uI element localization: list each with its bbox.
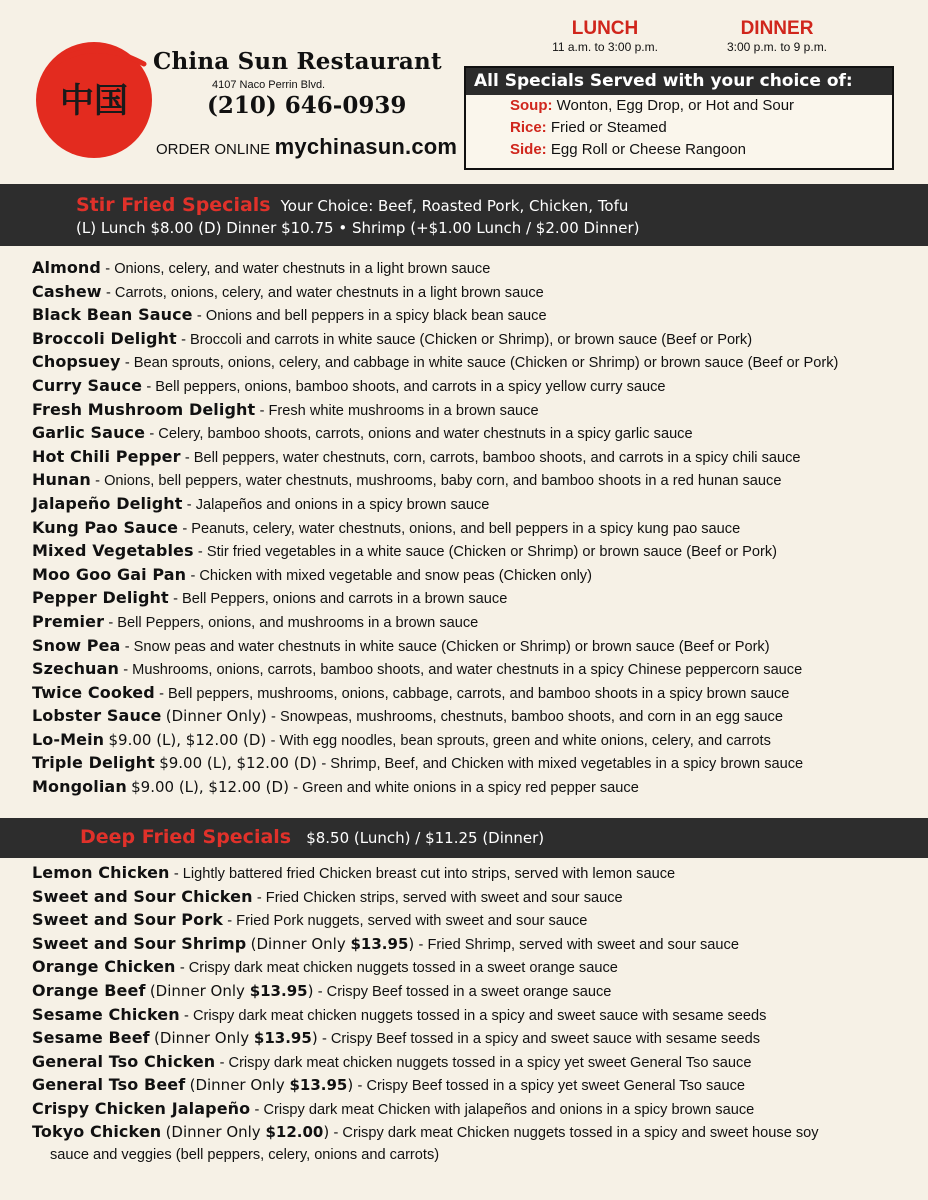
stir-fried-header (0, 184, 928, 246)
menu-item-note-pre: (Dinner Only (189, 1076, 290, 1095)
menu-item-name: Curry Sauce (32, 375, 143, 395)
menu-item-desc: - Peanuts, celery, water chestnuts, onions, and bell peppers in a spicy kung pao sauce (182, 520, 741, 537)
menu-item (32, 516, 912, 540)
menu-item-name: Hunan (32, 470, 91, 490)
menu-item (32, 932, 912, 956)
menu-item (32, 728, 912, 752)
menu-item-desc: - Onions, bell peppers, water chestnuts, mushrooms, baby corn, and bamboo shoots in a red hunan sauce (95, 473, 782, 490)
menu-item-desc-continued: sauce and veggies (bell peppers, celery, onions and carrots) (50, 1146, 440, 1163)
menu-item-desc: - Crispy dark meat chicken nuggets tossed in a spicy yet sweet General Tso sauce (219, 1054, 752, 1071)
menu-item-desc: - Jalapeños and onions in a spicy brown sauce (186, 496, 490, 513)
menu-item (32, 327, 912, 351)
menu-item (32, 1121, 912, 1166)
menu-item-name: Szechuan (32, 659, 119, 679)
menu-item-desc: - Bell Peppers, onions, and mushrooms in a brown sauce (108, 614, 479, 631)
menu-item-desc: - Snow peas and water chestnuts in white sauce (Chicken or Shrimp) or brown sauce (Beef or Pork) (124, 638, 770, 655)
menu-item (32, 374, 912, 398)
menu-item-name: Twice Cooked (32, 682, 155, 702)
menu-item-note-price: $13.95 (249, 981, 308, 1000)
stir-fried-title: Stir Fried Specials (76, 194, 271, 216)
menu-item-name: Pepper Delight (32, 588, 169, 608)
menu-item-desc: - With egg noodles, bean sprouts, green and white onions, celery, and carrots (270, 732, 771, 749)
menu-item-name: Jalapeño Delight (32, 493, 183, 513)
menu-item-note: (Dinner Only) (165, 707, 267, 726)
menu-item (32, 1050, 912, 1074)
dinner-time: 3:00 p.m. to 9 p.m. (726, 40, 828, 54)
menu-item-name: Garlic Sauce (32, 423, 146, 443)
menu-item (32, 751, 912, 775)
menu-item-desc: - Bell peppers, onions, bamboo shoots, and carrots in a spicy yellow curry sauce (146, 378, 666, 395)
menu-item-desc: - Snowpeas, mushrooms, chestnuts, bamboo shoots, and corn in an egg sauce (271, 709, 783, 726)
menu-item-note: (Dinner Only $12.00) (165, 1122, 330, 1141)
restaurant-address: 4107 Naco Perrin Blvd. (212, 79, 326, 91)
menu-item (32, 398, 912, 422)
menu-item-note (154, 1029, 318, 1047)
specials-row-value: Fried or Steamed (550, 119, 667, 136)
specials-row-key: Soup: (510, 97, 553, 114)
menu-item (32, 350, 912, 374)
menu-item-desc: - Onions and bell peppers in a spicy black bean sauce (196, 308, 547, 325)
menu-item-desc: - Lightly battered fried Chicken breast cut into strips, served with lemon sauce (173, 866, 676, 882)
menu-item (32, 955, 912, 979)
menu-item-name: Kung Pao Sauce (32, 517, 179, 537)
menu-item-desc: - Fresh white mushrooms in a brown sauce (259, 402, 539, 419)
menu-item-name: Cashew (32, 281, 102, 301)
menu-item (32, 775, 912, 799)
menu-item-desc: - Bell peppers, water chestnuts, corn, carrots, bamboo shoots, and carrots in a spicy chili sauce (184, 449, 801, 466)
menu-item-desc: - Shrimp, Beef, and Chicken with mixed vegetables in a spicy brown sauce (321, 756, 804, 773)
menu-item-desc: - Fried Shrimp, served with sweet and sour sauce (418, 936, 739, 953)
menu-item-name: Moo Goo Gai Pan (32, 564, 187, 584)
menu-item-desc: - Crispy Beef tossed in a sweet orange sauce (317, 983, 612, 1000)
menu-item (32, 445, 912, 469)
stir-fried-choice: Your Choice: Beef, Roasted Pork, Chicken, Tofu (280, 197, 629, 215)
menu-item-name: Crispy Chicken Jalapeño (32, 1098, 251, 1118)
menu-item (32, 421, 912, 445)
menu-item-note-pre: (Dinner Only (154, 1029, 254, 1048)
menu-item-note: $9.00 (L), $12.00 (D) (108, 730, 267, 749)
menu-item (32, 1026, 912, 1050)
menu-item-desc: - Bell peppers, mushrooms, onions, cabbage, carrots, and bamboo shoots in a spicy brown sauce (159, 685, 790, 702)
stir-fried-prices: (L) Lunch $8.00 (D) Dinner $10.75 • Shrimp (+$1.00 Lunch / $2.00 Dinner) (76, 219, 640, 237)
order-online-label: ORDER ONLINE (156, 141, 271, 158)
menu-item-note-price: $13.95 (289, 1076, 348, 1095)
menu-item (32, 539, 912, 563)
menu-item-desc: - Crispy dark meat Chicken with jalapeños and onions in a spicy brown sauce (254, 1101, 755, 1118)
menu-item (32, 492, 912, 516)
menu-item (32, 303, 912, 327)
restaurant-name: China Sun Restaurant (153, 48, 442, 75)
menu-item-note: $9.00 (L), $12.00 (D) (131, 778, 289, 797)
menu-item (32, 657, 912, 681)
menu-item-note (150, 982, 314, 1000)
menu-item-name: Triple Delight (32, 753, 155, 773)
lunch-hours (543, 18, 667, 54)
menu-item-desc: - Celery, bamboo shoots, carrots, onions and water chestnuts in a spicy garlic sauce (149, 426, 693, 443)
menu-item-name: Chopsuey (32, 352, 121, 372)
menu-item (32, 563, 912, 587)
deep-fried-title: Deep Fried Specials (80, 826, 292, 848)
restaurant-logo (32, 36, 158, 162)
deep-fried-prices: $8.50 (Lunch) / $11.25 (Dinner) (306, 829, 545, 847)
menu-item-name: Sweet and Sour Shrimp (32, 933, 247, 953)
menu-item (32, 610, 912, 634)
menu-item (32, 280, 912, 304)
menu-item-note: $9.00 (L), $12.00 (D) (159, 754, 318, 773)
menu-item-desc: - Crispy dark meat chicken nuggets tossed in a spicy and sweet sauce with sesame seeds (184, 1007, 767, 1024)
menu-item-name: Hot Chili Pepper (32, 446, 181, 466)
menu-item-desc: - Chicken with mixed vegetable and snow peas (Chicken only) (190, 567, 592, 584)
menu-item-desc: - Fried Chicken strips, served with sweet and sour sauce (256, 889, 623, 906)
specials-choice-box (464, 66, 894, 170)
menu-item-desc: - Fried Pork nuggets, served with sweet and sour sauce (227, 913, 588, 930)
menu-item-desc: - Crispy Beef tossed in a spicy yet sweet General Tso sauce (357, 1078, 745, 1095)
menu-item-name: Tokyo Chicken (32, 1121, 162, 1141)
menu-item-desc: - Crispy Beef tossed in a spicy and sweet sauce with sesame seeds (321, 1031, 760, 1048)
dinner-hours (717, 18, 837, 54)
deep-fried-list (32, 861, 912, 1166)
order-online (156, 134, 457, 160)
menu-item-name: General Tso Chicken (32, 1051, 216, 1071)
menu-item-name: Sweet and Sour Chicken (32, 886, 253, 906)
menu-item-note-post: ) (311, 1029, 318, 1048)
menu-item-name: Fresh Mushroom Delight (32, 399, 256, 419)
specials-row-key: Rice: (510, 119, 547, 136)
menu-item-name: Orange Beef (32, 980, 146, 1000)
lunch-time: 11 a.m. to 3:00 p.m. (552, 40, 658, 54)
menu-item-desc: - Bean sprouts, onions, celery, and cabbage in white sauce (Chicken or Shrimp) or brown sauce (Beef or Pork) (124, 355, 839, 372)
specials-row (510, 139, 892, 161)
menu-item-desc: - Broccoli and carrots in white sauce (Chicken or Shrimp), or brown sauce (Beef or Pork) (181, 331, 753, 348)
lunch-title: LUNCH (571, 18, 639, 39)
menu-item-name: Lo-Mein (32, 729, 105, 749)
menu-item (32, 1097, 912, 1121)
menu-item-name: Sesame Beef (32, 1028, 150, 1048)
menu-item-note-post: ) (347, 1076, 354, 1095)
menu-item-name: General Tso Beef (32, 1075, 186, 1095)
menu-item-desc: - Mushrooms, onions, carrots, bamboo shoots, and water chestnuts in a spicy Chinese peppercorn sauce (123, 662, 803, 679)
menu-item-note-post: ) (408, 934, 415, 953)
menu-item-note-price: $13.95 (350, 934, 409, 953)
website-link[interactable]: mychinasun.com (274, 134, 458, 159)
menu-item-name: Mongolian (32, 777, 127, 797)
menu-item-name: Mixed Vegetables (32, 541, 194, 561)
menu-item-note-price: $13.95 (253, 1029, 312, 1048)
specials-row-key: Side: (510, 141, 547, 158)
menu-item-name: Black Bean Sauce (32, 305, 193, 325)
specials-box-heading: All Specials Served with your choice of: (466, 68, 892, 95)
menu-item-desc: - Onions, celery, and water chestnuts in a light brown sauce (105, 261, 491, 277)
menu-item-note-post: ) (307, 981, 314, 1000)
specials-row (510, 117, 892, 139)
logo-glyph: 中国 (60, 81, 128, 121)
menu-item-desc: - Crispy dark meat Chicken nuggets tossed in a spicy and sweet house soy (333, 1124, 819, 1141)
menu-item-note-pre: (Dinner Only (250, 934, 351, 953)
menu-item-desc: - Crispy dark meat chicken nuggets tossed in a sweet orange sauce (179, 960, 618, 977)
menu-item (32, 1073, 912, 1097)
menu-item (32, 586, 912, 610)
menu-item (32, 704, 912, 728)
menu-item-name: Premier (32, 611, 105, 631)
menu-item-name: Snow Pea (32, 635, 121, 655)
menu-item (32, 256, 912, 280)
menu-item-desc: - Bell Peppers, onions and carrots in a brown sauce (173, 591, 508, 608)
menu-item-note (190, 1076, 354, 1094)
menu-item-note (251, 935, 415, 953)
specials-row-value: Wonton, Egg Drop, or Hot and Sour (556, 97, 795, 114)
menu-item-desc: - Carrots, onions, celery, and water chestnuts in a light brown sauce (105, 284, 544, 301)
stir-fried-list (32, 256, 912, 799)
menu-item (32, 1003, 912, 1027)
deep-fried-header (0, 818, 928, 858)
menu-item-name: Broccoli Delight (32, 328, 177, 348)
menu-item-name: Lobster Sauce (32, 706, 162, 726)
menu-item (32, 861, 912, 885)
menu-item (32, 468, 912, 492)
dinner-title: DINNER (740, 18, 814, 39)
menu-item (32, 979, 912, 1003)
menu-item-note-pre: (Dinner Only (149, 981, 250, 1000)
menu-item-desc: - Green and white onions in a spicy red pepper sauce (293, 780, 639, 797)
menu-item-name: Lemon Chicken (32, 863, 170, 882)
menu-item-name: Sweet and Sour Pork (32, 910, 223, 930)
menu-item-name: Orange Chicken (32, 957, 176, 977)
specials-row (510, 95, 892, 117)
menu-item (32, 634, 912, 658)
menu-item (32, 908, 912, 932)
menu-item-name: Sesame Chicken (32, 1004, 180, 1024)
menu-item (32, 885, 912, 909)
menu-item-name: Almond (32, 258, 101, 277)
restaurant-phone[interactable]: (210) 646-0939 (207, 92, 407, 119)
menu-item (32, 681, 912, 705)
menu-item-desc: - Stir fried vegetables in a white sauce (Chicken or Shrimp) or brown sauce (Beef or Pork) (197, 544, 778, 561)
specials-row-value: Egg Roll or Cheese Rangoon (550, 141, 746, 158)
